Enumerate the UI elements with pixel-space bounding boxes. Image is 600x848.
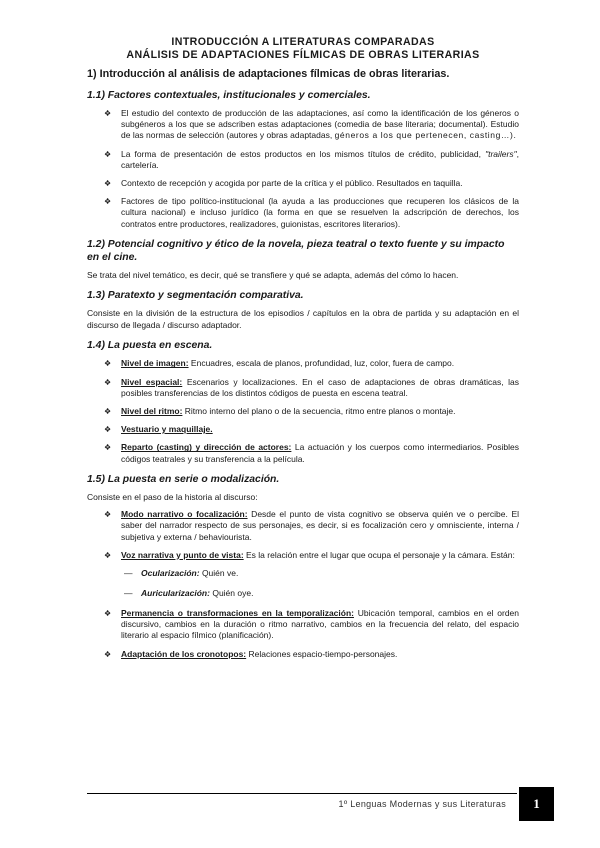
item-label: Modo narrativo o focalización: xyxy=(121,509,248,520)
bullet-icon: ❖ xyxy=(104,406,112,416)
item-text: Ubicación temporal, cambios en el orden discursivo, cambios en la duración o ritmo narrativo, cambios en la frecuencia del relato, del espacio literario al espacio fílmico (planificación). xyxy=(121,608,519,641)
bullet-icon: ❖ xyxy=(104,179,112,189)
item-text: Factores de tipo político-institucional (la ayuda a las producciones que recuperen los clásicos de la cultura nacional) e incluso jurídico (la forma en que se resuelven la adscripción de derechos, los contratos entre productores, realizadores, guionistas, escritores literarios). xyxy=(121,196,519,229)
item-text: Contexto de recepción y acogida por parte de la crítica y el público. Resultados en taquilla. xyxy=(121,178,463,189)
item-label: Nivel espacial: xyxy=(121,376,183,387)
list-item xyxy=(87,149,519,171)
section-1-2-text: Se trata del nivel temático, es decir, qué se transfiere y qué se adapta, además del cómo lo hacen. xyxy=(87,269,459,280)
page-content xyxy=(87,36,519,667)
footer-rule xyxy=(87,793,517,794)
section-1-2-heading: 1.2) Potencial cognitivo y ético de la novela, pieza teatral o texto fuente y su impacto en el cine. xyxy=(87,238,505,263)
item-text-italic: "trailers" xyxy=(485,148,517,159)
title-line-2: ANÁLISIS DE ADAPTACIONES FÍLMICAS DE OBRAS LITERARIAS xyxy=(126,49,480,61)
list-item xyxy=(87,108,519,142)
item-label: Reparto (casting) y dirección de actores: xyxy=(121,442,292,453)
item-label: Vestuario y maquillaje. xyxy=(121,424,213,435)
section-1-4-heading: 1.4) La puesta en escena. xyxy=(87,340,213,352)
section-1-5-list xyxy=(87,509,519,561)
bullet-icon: ❖ xyxy=(104,377,112,387)
sub-item-text: Quién oye. xyxy=(209,588,254,599)
bullet-icon: ❖ xyxy=(104,609,112,619)
list-item xyxy=(87,424,519,435)
list-item xyxy=(87,196,519,230)
bullet-icon: ❖ xyxy=(104,649,112,659)
section-1-heading: 1) Introducción al análisis de adaptaciones fílmicas de obras literarias. xyxy=(87,68,450,80)
sub-item-text: Quién ve. xyxy=(199,568,239,579)
sub-item xyxy=(87,568,519,579)
list-item xyxy=(87,358,519,369)
item-text: Encuadres, escala de planos, profundidad, luz, color, fuera de campo. xyxy=(188,358,455,369)
dash-icon: — xyxy=(124,568,133,579)
section-1-1-list xyxy=(87,108,519,230)
item-label: Adaptación de los cronotopos: xyxy=(121,648,247,659)
item-text: Desde el punto de vista cognitivo se observa quién ve o percibe. El saber del narrador respecto de sus personajes, es decir, si es focalización cero y omnisciente, interna / subjetiva y externa / behaviourista. xyxy=(121,509,520,542)
item-label: Permanencia o transformaciones en la temporalización: xyxy=(121,608,354,619)
item-text: La actuación y los cuerpos como intermediarios. Posibles códigos teatrales y su transferencia a la película. xyxy=(121,442,519,464)
item-label: Voz narrativa y punto de vista: xyxy=(121,549,244,560)
section-1-5-intro: Consiste en el paso de la historia al discurso: xyxy=(87,491,258,502)
dash-icon: — xyxy=(124,588,133,599)
title-line-1: INTRODUCCIÓN A LITERATURAS COMPARADAS xyxy=(171,36,435,48)
list-item xyxy=(87,377,519,399)
bullet-icon: ❖ xyxy=(104,550,112,560)
list-item xyxy=(87,178,519,189)
item-text: Escenarios y localizaciones. En el caso de adaptaciones de obras dramáticas, las posibles transferencias de los distintos códigos de puesta en escena teatral. xyxy=(121,376,520,398)
section-1-5-heading: 1.5) La puesta en serie o modalización. xyxy=(87,473,280,485)
sub-list xyxy=(87,568,519,599)
bullet-icon: ❖ xyxy=(104,197,112,207)
bullet-icon: ❖ xyxy=(104,149,112,159)
section-1-5-list-2 xyxy=(87,608,519,660)
bullet-icon: ❖ xyxy=(104,425,112,435)
section-1-1-heading: 1.1) Factores contextuales, institucionales y comerciales. xyxy=(87,90,371,101)
list-item xyxy=(87,550,519,561)
item-label: Nivel del ritmo: xyxy=(121,405,183,416)
bullet-icon: ❖ xyxy=(104,109,112,118)
list-item xyxy=(87,406,519,417)
bullet-icon: ❖ xyxy=(104,510,112,520)
item-text: Relaciones espacio-tiempo-personajes. xyxy=(246,648,398,659)
list-item xyxy=(87,649,519,660)
page-number: 1 xyxy=(519,787,554,821)
section-1-3-text: Consiste en la división de la estructura de los episodios / capítulos en la obra de partida y su adaptación en el discurso de llegada / discurso adaptador. xyxy=(87,308,519,330)
bullet-icon: ❖ xyxy=(104,359,112,369)
sub-item xyxy=(87,588,519,599)
item-text-end: , cartelería. xyxy=(121,148,519,170)
bullet-icon: ❖ xyxy=(104,443,112,453)
item-text: La forma de presentación de estos productos en los mismos títulos de crédito, publicidad, xyxy=(121,148,481,159)
section-1-4-list xyxy=(87,358,519,464)
item-text: El estudio del contexto de producción de las adaptaciones, así como la identificación de los géneros o subgéneros a los que se adscriben estas adaptaciones (comedia de base literaria; documental). Estudio de las normas de selección (autores y obras adaptadas, xyxy=(121,108,519,141)
sub-item-label: Auricularización: xyxy=(141,588,210,599)
doc-title xyxy=(87,36,519,62)
list-item xyxy=(87,608,519,642)
list-item xyxy=(87,509,519,543)
item-text-tail: géneros a los que pertenecen, casting…). xyxy=(334,130,517,141)
section-1-3-heading: 1.3) Paratexto y segmentación comparativa. xyxy=(87,290,304,302)
list-item xyxy=(87,442,519,464)
item-text: Ritmo interno del plano o de la secuencia, ritmo entre planos o montaje. xyxy=(182,405,456,416)
item-label: Nivel de imagen: xyxy=(121,358,189,369)
sub-item-label: Ocularización: xyxy=(141,568,200,579)
footer-course: 1º Lenguas Modernas y sus Literaturas xyxy=(338,799,506,809)
item-text: Es la relación entre el lugar que ocupa el personaje y la cámara. Están: xyxy=(243,549,515,560)
